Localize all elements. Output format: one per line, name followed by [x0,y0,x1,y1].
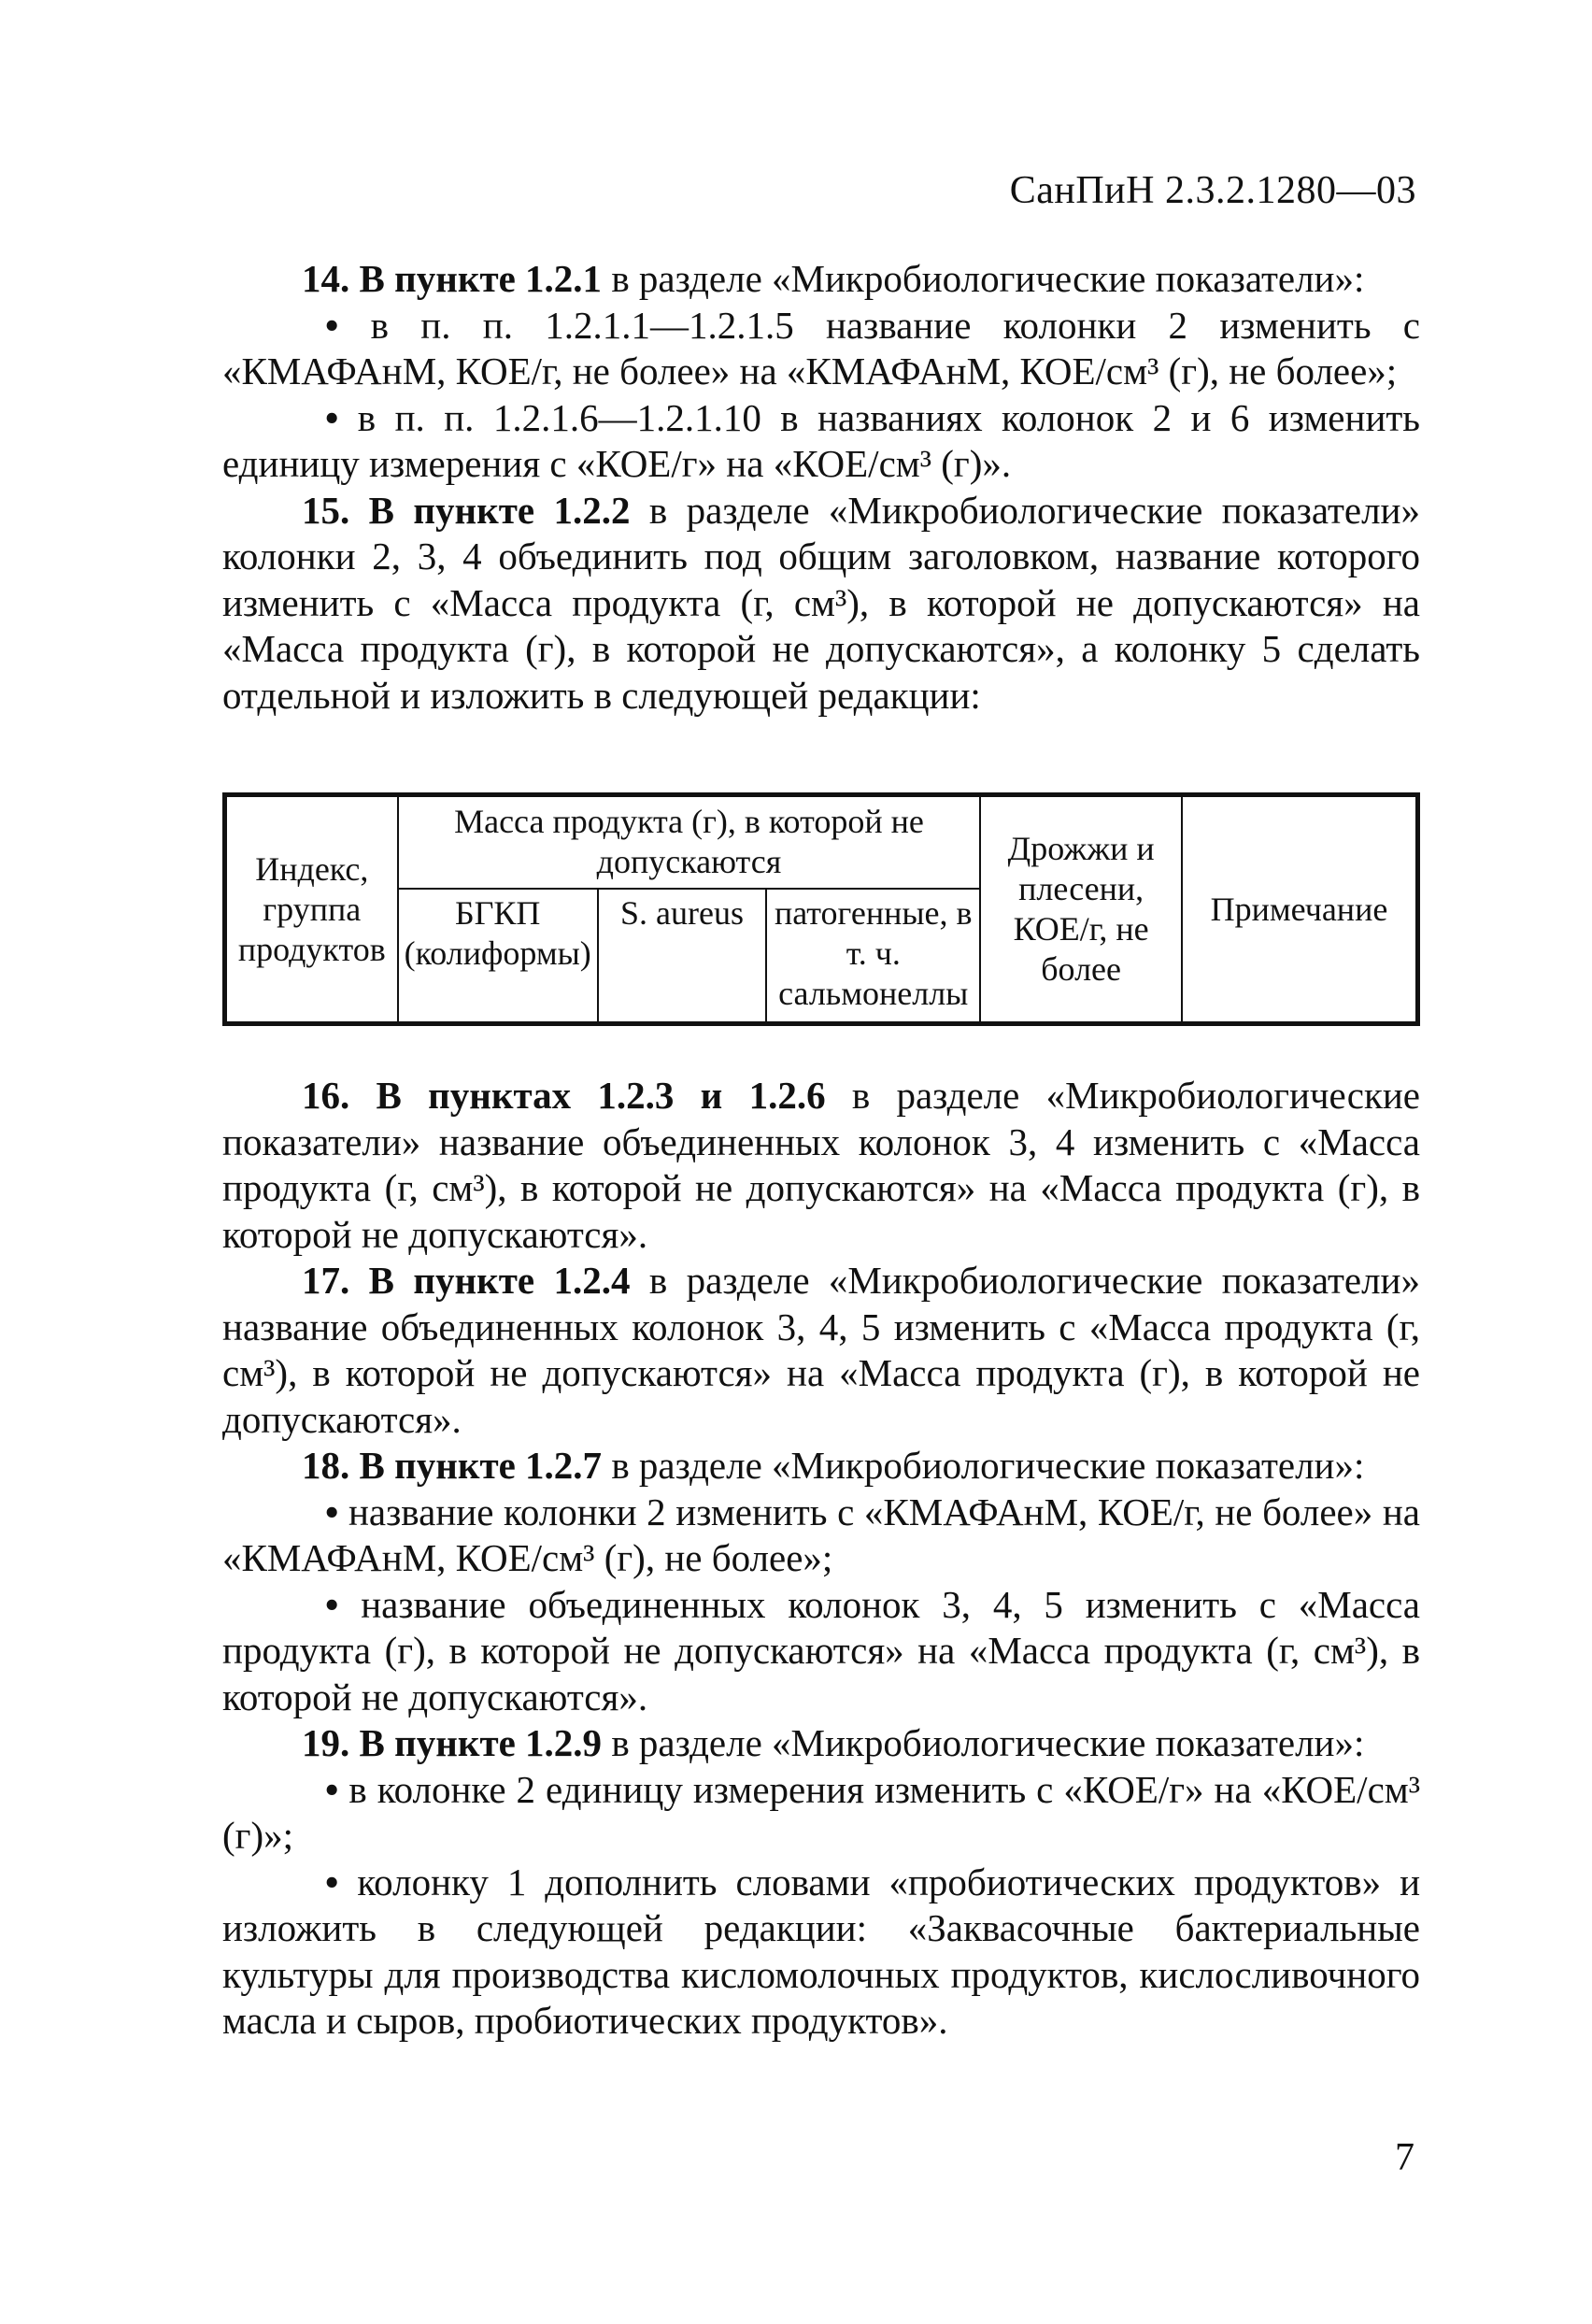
table-header-yeast: Дрожжи и плесени, КОЕ/г, не более [980,795,1182,1024]
table-header-mass-group: Масса продукта (г), в которой не допускаются [398,795,981,889]
item-18 [222,1443,1420,1490]
document-body-bottom [222,1073,1420,2045]
item-14-bullet-2-text: в п. п. 1.2.1.6—1.2.1.10 в названиях колонок 2 и 6 изменить единицу измерения с «КОЕ/г» на «КОЕ/см³ (г)». [222,395,1421,485]
table-header-s-aureus: S. aureus [598,889,766,1024]
document-body-top [222,256,1420,719]
item-19 [222,1720,1420,1767]
table-header-index: Индекс, группа продуктов [225,795,398,1024]
table-header-note: Примечание [1182,795,1418,1024]
table-header-bgkp: БГКП (колиформы) [398,889,598,1024]
item-16 [222,1073,1420,1258]
table-header-pathogens: патогенные, в т. ч. сальмонеллы [766,889,980,1024]
item-16-number: 16. В пунктах 1.2.3 и 1.2.6 [302,1074,826,1117]
item-14-bullet-1 [222,303,1420,395]
bullet-icon: • [325,1767,339,1811]
item-16-text: в разделе «Микробиологические показатели» название объединенных колонок 3, 4 изменить с «Масса продукта (г, см³), в которой не допускаются» на «Масса продукта (г), в которой не допускаются». [222,1074,1420,1256]
item-17-number: 17. В пункте 1.2.4 [302,1259,631,1302]
item-18-bullet-1-text: название колонки 2 изменить с «КМАФАнМ, КОЕ/г, не более» на «КМАФАнМ, КОЕ/см³ (г), не более»; [222,1490,1420,1579]
item-15-text: в разделе «Микробиологические показатели» колонки 2, 3, 4 объединить под общим заголовком, название которого изменить с «Масса продукта (г, см³), в которой не допускаются» на «Масса продукта (г), в которой не допускаются», а колонку 5 сделать отдельной и изложить в следующей редакции: [222,488,1420,717]
item-14-text: в разделе «Микробиологические показатели»: [602,257,1365,300]
item-18-text: в разделе «Микробиологические показатели»: [602,1444,1365,1487]
bullet-icon: • [325,1490,339,1533]
item-17 [222,1258,1420,1443]
item-19-bullet-1 [222,1767,1420,1860]
bullet-icon: • [325,303,339,347]
item-18-bullet-2-text: название объединенных колонок 3, 4, 5 изменить с «Масса продукта (г), в которой не допускаются» на «Масса продукта (г, см³), в которой не допускаются». [222,1582,1421,1718]
item-15-number: 15. В пункте 1.2.2 [302,488,631,532]
page-number: 7 [1395,2136,1414,2179]
column-header-table [222,792,1420,1026]
item-19-bullet-2 [222,1860,1420,2045]
item-15 [222,488,1420,720]
item-19-bullet-1-text: в колонке 2 единицу измерения изменить с «КОЕ/г» на «КОЕ/см³ (г)»; [222,1767,1421,1857]
item-14-bullet-1-text: в п. п. 1.2.1.1—1.2.1.5 название колонки 2 изменить с «КМАФАнМ, КОЕ/г, не более» на «КМАФАнМ, КОЕ/см³ (г), не более»; [222,303,1420,392]
item-14 [222,256,1420,303]
item-19-bullet-2-text: колонку 1 дополнить словами «пробиотических продуктов» и изложить в следующей редакции: «Заквасочные бактериальные культуры для производства кисломолочных продуктов, кислосливочного масла и сыров, пробиотических продуктов». [222,1860,1421,2042]
item-18-bullet-1 [222,1490,1420,1582]
item-19-text: в разделе «Микробиологические показатели»: [602,1721,1365,1764]
item-18-bullet-2 [222,1582,1420,1721]
document-header: СанПиН 2.3.2.1280—03 [1009,169,1416,212]
bullet-icon: • [325,1582,339,1626]
item-19-number: 19. В пункте 1.2.9 [302,1721,603,1764]
item-14-bullet-2 [222,395,1420,488]
bullet-icon: • [325,1860,339,1903]
item-14-number: 14. В пункте 1.2.1 [302,257,603,300]
bullet-icon: • [325,395,339,439]
item-18-number: 18. В пункте 1.2.7 [302,1444,603,1487]
item-17-text: в разделе «Микробиологические показатели» название объединенных колонок 3, 4, 5 изменить с «Масса продукта (г, см³), в которой не допускаются» на «Масса продукта (г), в которой не допускаются». [222,1259,1420,1441]
